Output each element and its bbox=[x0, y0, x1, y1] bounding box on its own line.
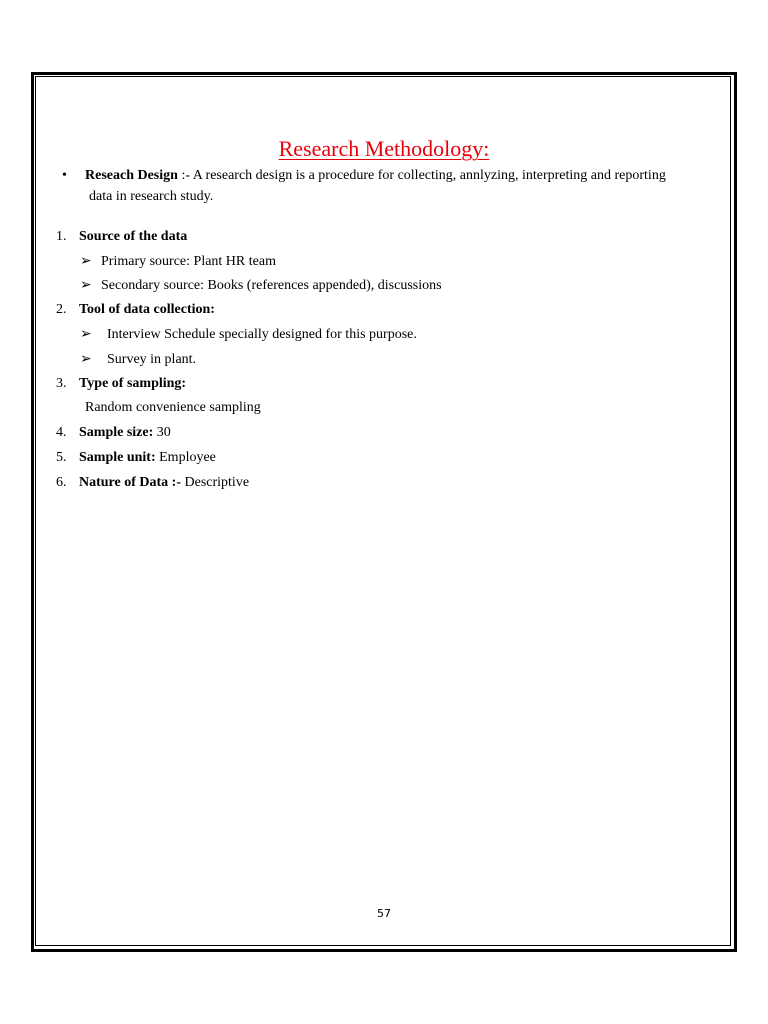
arrow-bullet-icon: ➢ bbox=[80, 352, 92, 367]
item-sample-size bbox=[79, 424, 171, 442]
arrow-bullet-icon: ➢ bbox=[80, 254, 92, 269]
sampling-value: Random convenience sampling bbox=[85, 400, 261, 415]
source-subitem-primary: Primary source: Plant HR team bbox=[101, 254, 276, 269]
item-label-sampling: Type of sampling: bbox=[79, 376, 187, 391]
item-value-nature: Descriptive bbox=[181, 475, 250, 490]
page-number: 57 bbox=[377, 907, 391, 920]
item-value-sample-unit: Employee bbox=[155, 450, 216, 465]
source-subitem-secondary: Secondary source: Books (references appended), discussions bbox=[101, 278, 442, 293]
design-text-line1: :- A research design is a procedure for collecting, annlyzing, interpreting and reporting bbox=[177, 168, 666, 183]
item-sample-unit bbox=[79, 449, 216, 467]
page-title: Research Methodology: bbox=[278, 136, 490, 161]
item-label-tool: Tool of data collection: bbox=[79, 302, 215, 317]
item-label-source: Source of the data bbox=[79, 229, 188, 244]
item-value-sample-size: 30 bbox=[153, 425, 171, 440]
design-label: Reseach Design bbox=[85, 168, 178, 183]
item-label-nature: Nature of Data :- bbox=[79, 475, 181, 490]
design-text-line2: data in research study. bbox=[89, 189, 214, 204]
item-number-4: 4. bbox=[56, 425, 67, 440]
item-label-sample-unit: Sample unit: bbox=[79, 450, 156, 465]
design-paragraph-line1 bbox=[85, 167, 666, 185]
item-number-5: 5. bbox=[56, 450, 67, 465]
page-border-inner bbox=[35, 76, 731, 946]
item-number-1: 1. bbox=[56, 229, 67, 244]
item-label-sample-size: Sample size: bbox=[79, 425, 154, 440]
design-bullet: • bbox=[62, 168, 67, 183]
arrow-bullet-icon: ➢ bbox=[80, 327, 92, 342]
item-nature-of-data bbox=[79, 474, 249, 492]
item-number-2: 2. bbox=[56, 302, 67, 317]
tool-subitem-interview: Interview Schedule specially designed for this purpose. bbox=[107, 327, 417, 342]
item-number-6: 6. bbox=[56, 475, 67, 490]
tool-subitem-survey: Survey in plant. bbox=[107, 352, 197, 367]
arrow-bullet-icon: ➢ bbox=[80, 278, 92, 293]
item-number-3: 3. bbox=[56, 376, 67, 391]
